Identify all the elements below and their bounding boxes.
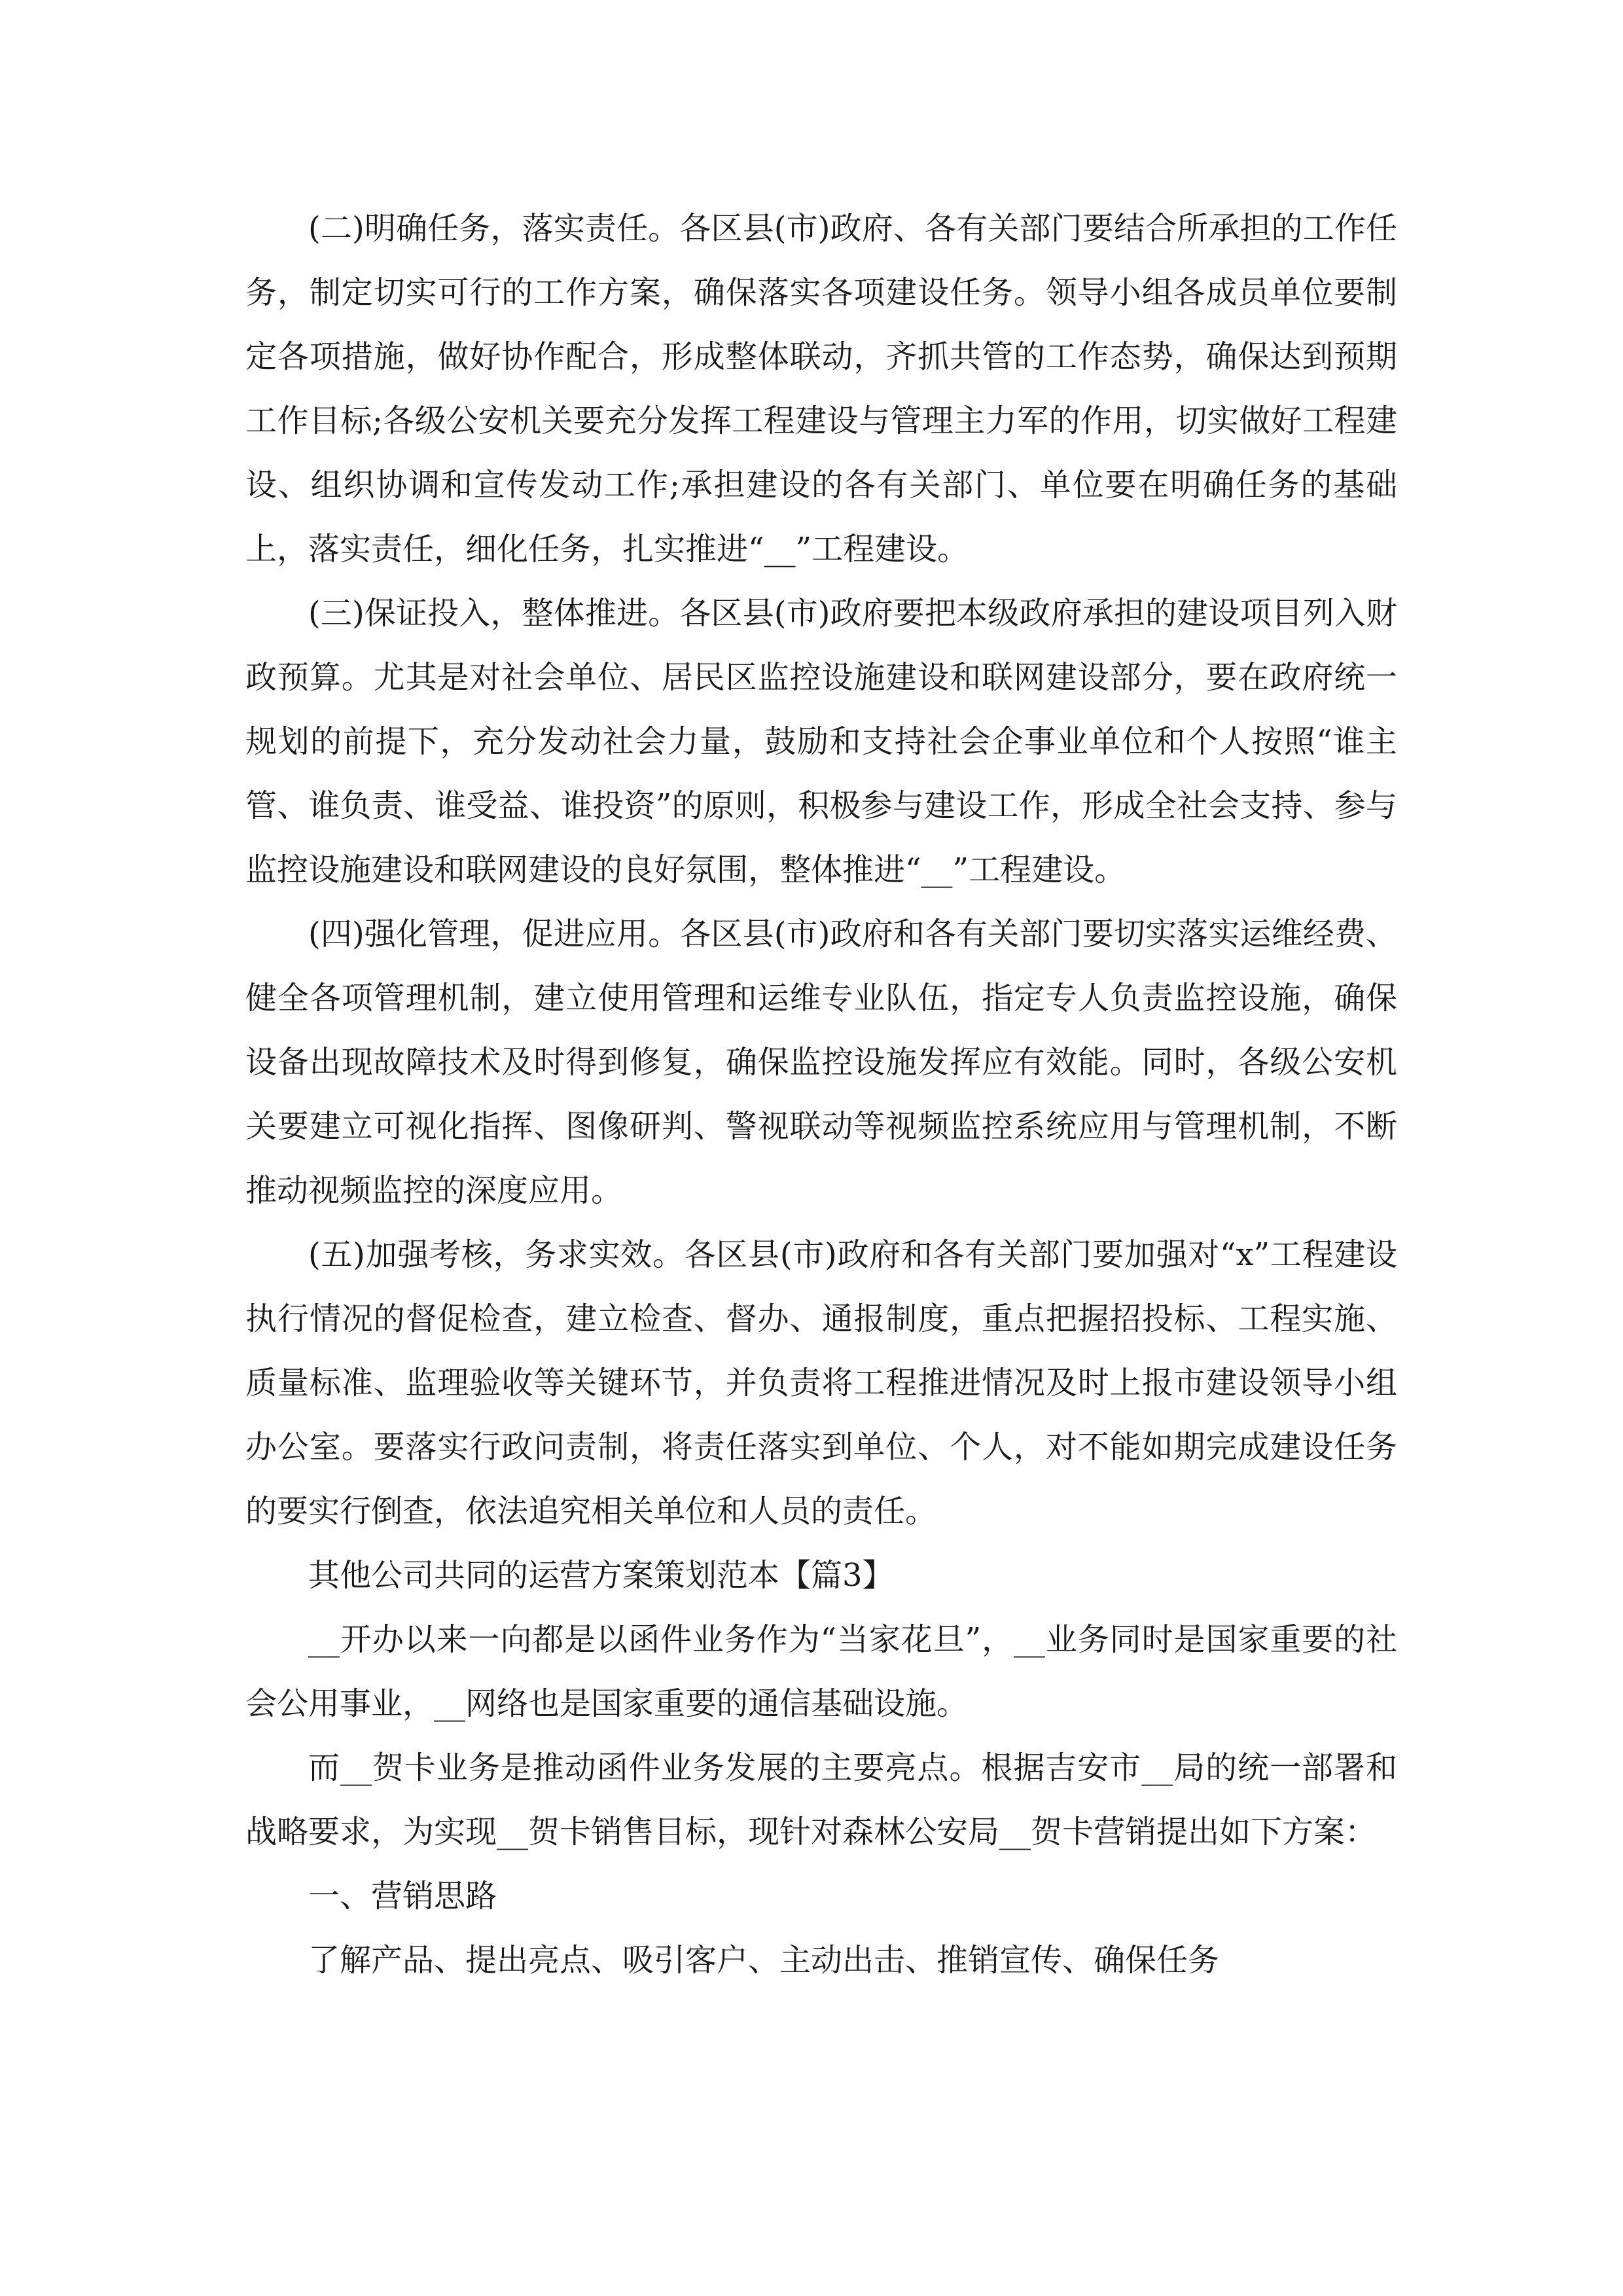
paragraph-marketing-steps: 了解产品、提出亮点、吸引客户、主动出击、推销宣传、确保任务 (308, 1942, 1220, 1979)
paragraph-3-investment: (三)保证投入，整体推进。各区县(市)政府要把本级政府承担的建设项目列入财政预算。尤其是对社会单位、居民区监控设施建设和联网建设部分，要在政府统一规划的前提下，充分发动社会力量，鼓励和支持社会企事业单位和个人按照“谁主管、谁负责、谁受益、谁投资”的原则，积极参与建设工作，形成全社会支持、参与监控设施建设和联网建设的良好氛围，整体推进“__”工程建设。 (245, 595, 1397, 888)
paragraph-2-responsibility: (二)明确任务，落实责任。各区县(市)政府、各有关部门要结合所承担的工作任务，制定切实可行的工作方案，确保落实各项建设任务。领导小组各成员单位要制定各项措施，做好协作配合，形成整体联动，齐抓共管的工作态势，确保达到预期工作目标;各级公安机关要充分发挥工程建设与管理主力军的作用，切实做好工程建设、组织协调和宣传发动工作;承担建设的各有关部门、单位要在明确任务的基础上，落实责任，细化任务，扎实推进“__”工程建设。 (245, 210, 1397, 567)
paragraph-intro-letters: __开办以来一向都是以函件业务作为“当家花旦”，__业务同时是国家重要的社会公用事业，__网络也是国家重要的通信基础设施。 (245, 1621, 1397, 1722)
paragraph-greeting-cards: 而__贺卡业务是推动函件业务发展的主要亮点。根据吉安市__局的统一部署和战略要求，为实现__贺卡销售目标，现针对森林公安局__贺卡营销提出如下方案： (245, 1749, 1397, 1850)
document-body (245, 196, 1397, 1992)
paragraph-4-management: (四)强化管理，促进应用。各区县(市)政府和各有关部门要切实落实运维经费、健全各项管理机制，建立使用管理和运维专业队伍，指定专人负责监控设施，确保设备出现故障技术及时得到修复，确保监控设施发挥应有效能。同时，各级公安机关要建立可视化指挥、图像研判、警视联动等视频监控系统应用与管理机制，不断推动视频监控的深度应用。 (245, 916, 1397, 1209)
section-heading-part-3: 其他公司共同的运营方案策划范本【篇3】 (308, 1557, 894, 1594)
paragraph-5-assessment: (五)加强考核，务求实效。各区县(市)政府和各有关部门要加强对“x”工程建设执行情况的督促检查，建立检查、督办、通报制度，重点把握招投标、工程实施、质量标准、监理验收等关键环节，并负责将工程推进情况及时上报市建设领导小组办公室。要落实行政问责制，将责任落实到单位、个人，对不能如期完成建设任务的要实行倒查，依法追究相关单位和人员的责任。 (245, 1236, 1397, 1530)
heading-marketing-approach: 一、营销思路 (308, 1878, 497, 1914)
